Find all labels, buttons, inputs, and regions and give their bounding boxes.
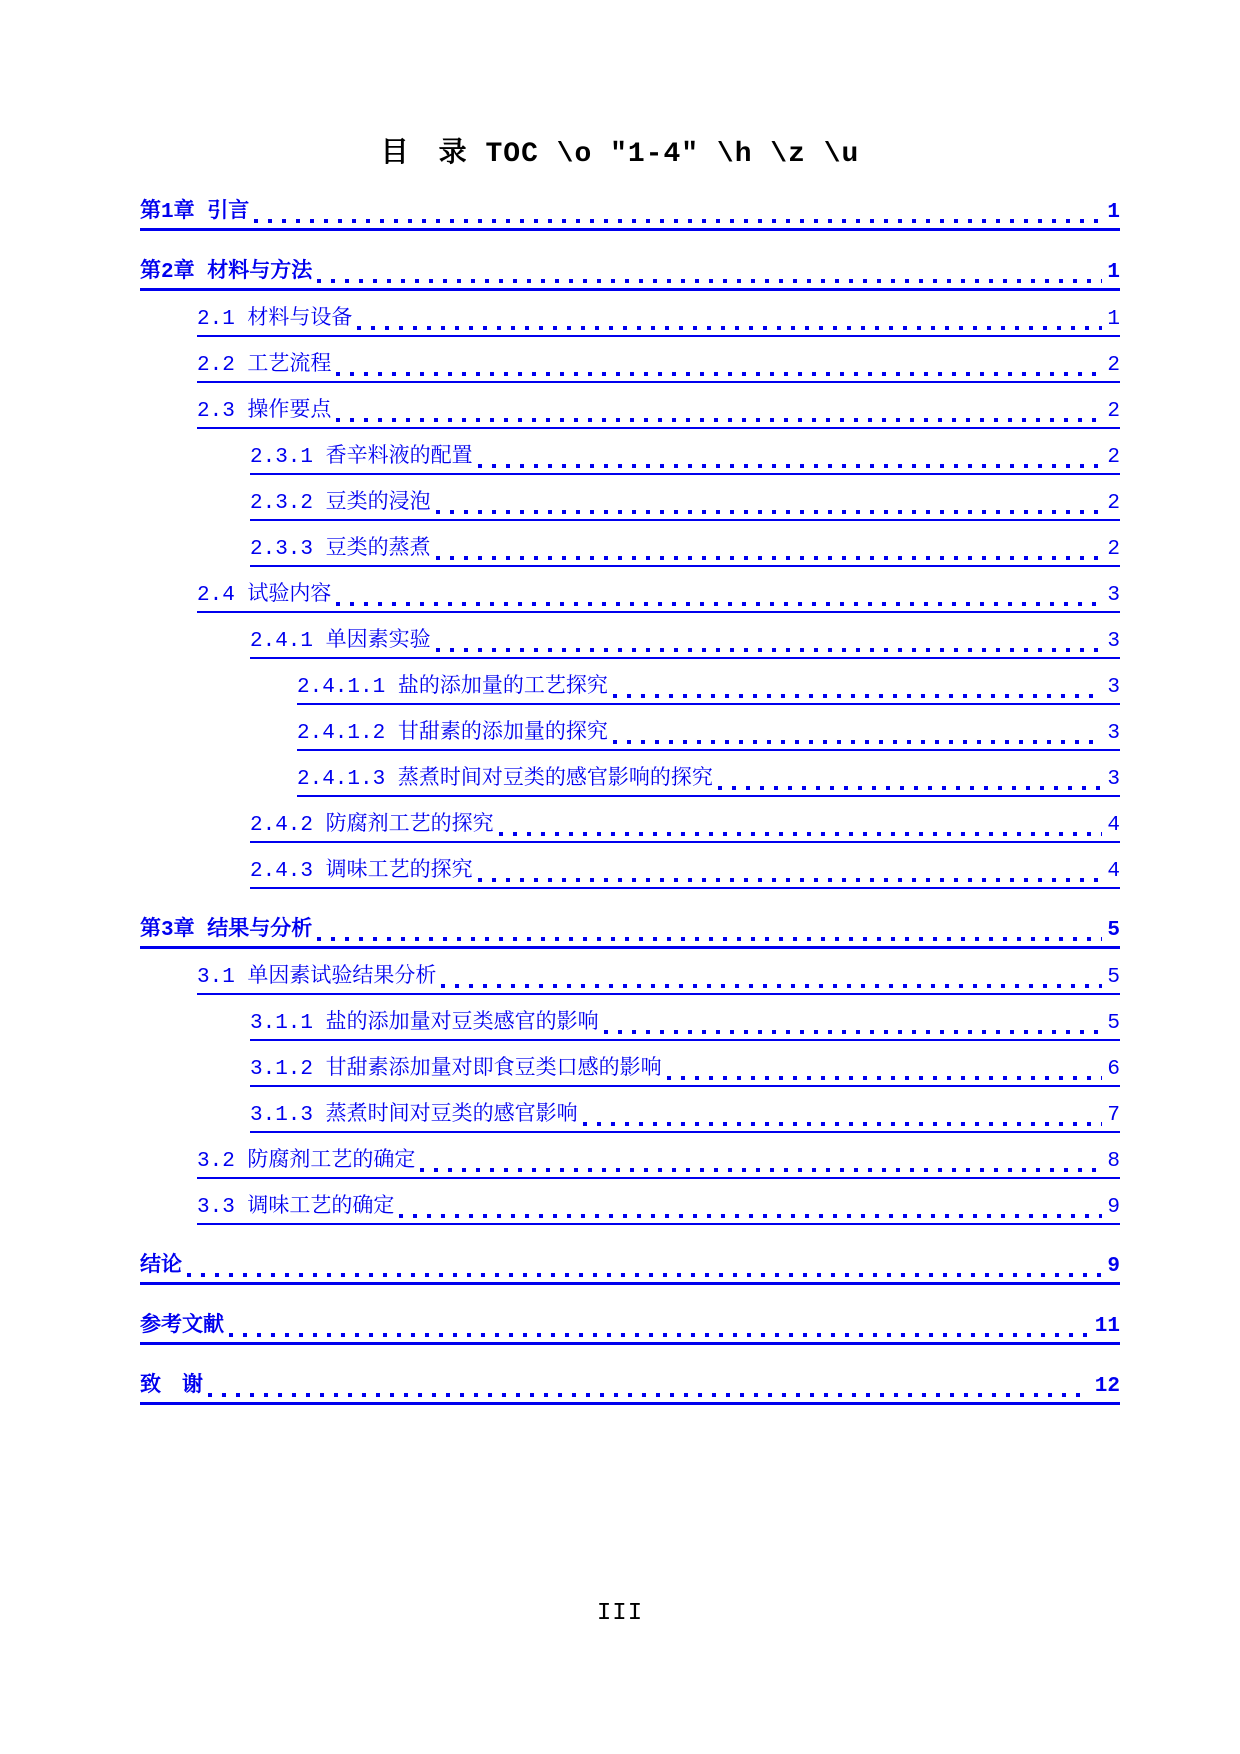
toc-entry-page: 3 — [1107, 676, 1120, 699]
toc-entry-page: 1 — [1107, 308, 1120, 331]
dotted-leader — [336, 372, 1102, 376]
toc-entry-label: 2.3.3 豆类的蒸煮 — [250, 538, 431, 561]
toc-entry[interactable] — [197, 305, 1120, 337]
toc-entry-page: 3 — [1107, 584, 1120, 607]
toc-entry-label: 3.1 单因素试验结果分析 — [197, 966, 437, 989]
toc-entry[interactable] — [250, 443, 1120, 475]
toc-entry-label: 2.3.2 豆类的浸泡 — [250, 492, 431, 515]
toc-entry[interactable] — [297, 673, 1120, 705]
dotted-leader — [436, 648, 1103, 652]
toc-entry-label: 参考文献 — [140, 1315, 224, 1338]
toc-entry[interactable] — [250, 1009, 1120, 1041]
toc-entry[interactable] — [197, 1193, 1120, 1225]
toc-entry[interactable] — [250, 627, 1120, 659]
toc-entry-label: 3.1.2 甘甜素添加量对即食豆类口感的影响 — [250, 1058, 662, 1081]
toc-entry-page: 4 — [1107, 860, 1120, 883]
toc-entry-label: 3.2 防腐剂工艺的确定 — [197, 1150, 416, 1173]
toc-entry-label: 2.2 工艺流程 — [197, 354, 332, 377]
toc-entry-page: 2 — [1107, 354, 1120, 377]
toc-entry-page: 1 — [1107, 261, 1120, 284]
dotted-leader — [613, 694, 1103, 698]
toc-entry[interactable] — [250, 1101, 1120, 1133]
dotted-leader — [420, 1168, 1102, 1172]
dotted-leader — [317, 937, 1102, 941]
toc-entry-label: 结论 — [140, 1255, 182, 1278]
toc-entry-label: 2.4.1.2 甘甜素的添加量的探究 — [297, 722, 608, 745]
toc-entry[interactable] — [197, 351, 1120, 383]
toc-entry-page: 2 — [1107, 446, 1120, 469]
toc-entry[interactable] — [250, 535, 1120, 567]
toc-entry-page: 2 — [1107, 400, 1120, 423]
dotted-leader — [208, 1393, 1090, 1397]
toc-entry[interactable] — [250, 811, 1120, 843]
toc-entry-page: 2 — [1107, 538, 1120, 561]
toc-entry-label: 3.1.3 蒸煮时间对豆类的感官影响 — [250, 1104, 578, 1127]
toc-entry-page: 5 — [1107, 919, 1120, 942]
toc-entry-page: 4 — [1107, 814, 1120, 837]
toc-entry-label: 2.4.2 防腐剂工艺的探究 — [250, 814, 494, 837]
toc-entry-page: 2 — [1107, 492, 1120, 515]
dotted-leader — [229, 1333, 1090, 1337]
toc-entry[interactable] — [297, 765, 1120, 797]
dotted-leader — [187, 1273, 1102, 1277]
dotted-leader — [604, 1030, 1103, 1034]
toc-entry-page: 3 — [1107, 768, 1120, 791]
toc-entry-page: 12 — [1094, 1375, 1120, 1398]
toc-entry[interactable] — [250, 1055, 1120, 1087]
toc-entry-label: 2.4.1.3 蒸煮时间对豆类的感官影响的探究 — [297, 768, 713, 791]
toc-entry-label: 2.3.1 香辛料液的配置 — [250, 446, 473, 469]
dotted-leader — [499, 832, 1103, 836]
toc-entry-label: 第1章 引言 — [140, 201, 250, 224]
toc-entry-label: 2.4 试验内容 — [197, 584, 332, 607]
toc-entry-label: 2.3 操作要点 — [197, 400, 332, 423]
toc-entry-label: 2.1 材料与设备 — [197, 308, 353, 331]
dotted-leader — [478, 878, 1103, 882]
toc-entry-label: 2.4.1 单因素实验 — [250, 630, 431, 653]
dotted-leader — [317, 279, 1102, 283]
toc-entry-page: 9 — [1107, 1196, 1120, 1219]
toc-entry-page: 5 — [1107, 1012, 1120, 1035]
footer-page-number: III — [596, 1600, 644, 1627]
toc-entry-label: 3.3 调味工艺的确定 — [197, 1196, 395, 1219]
toc-entry-page: 8 — [1107, 1150, 1120, 1173]
toc-entry-label: 2.4.1.1 盐的添加量的工艺探究 — [297, 676, 608, 699]
toc-entry[interactable] — [297, 719, 1120, 751]
toc-entry[interactable] — [250, 489, 1120, 521]
dotted-leader — [399, 1214, 1102, 1218]
dotted-leader — [436, 556, 1103, 560]
toc-entry-page: 3 — [1107, 722, 1120, 745]
toc-entry-page: 5 — [1107, 966, 1120, 989]
toc-entry[interactable] — [197, 1147, 1120, 1179]
toc-list — [140, 198, 1120, 1405]
dotted-leader — [336, 602, 1102, 606]
toc-entry-page: 3 — [1107, 630, 1120, 653]
dotted-leader — [436, 510, 1103, 514]
toc-entry[interactable] — [197, 963, 1120, 995]
toc-entry[interactable] — [197, 581, 1120, 613]
dotted-leader — [441, 984, 1102, 988]
toc-entry[interactable] — [140, 1252, 1120, 1285]
toc-entry-page: 1 — [1107, 201, 1120, 224]
toc-entry[interactable] — [140, 1372, 1120, 1405]
dotted-leader — [583, 1122, 1103, 1126]
toc-entry-label: 致 谢 — [140, 1375, 203, 1398]
dotted-leader — [357, 326, 1102, 330]
toc-entry-label: 3.1.1 盐的添加量对豆类感官的影响 — [250, 1012, 599, 1035]
dotted-leader — [718, 786, 1103, 790]
toc-entry[interactable] — [140, 916, 1120, 949]
toc-entry-page: 6 — [1107, 1058, 1120, 1081]
toc-entry-label: 第2章 材料与方法 — [140, 261, 313, 284]
toc-entry-page: 11 — [1094, 1315, 1120, 1338]
dotted-leader — [254, 219, 1102, 223]
dotted-leader — [478, 464, 1103, 468]
toc-entry[interactable] — [250, 857, 1120, 889]
toc-entry[interactable] — [197, 397, 1120, 429]
toc-entry[interactable] — [140, 258, 1120, 291]
dotted-leader — [667, 1076, 1103, 1080]
page-title: 目 录 TOC \o ″1-4″ \h \z \u — [380, 139, 860, 170]
toc-entry-page: 7 — [1107, 1104, 1120, 1127]
dotted-leader — [613, 740, 1103, 744]
toc-entry-label: 第3章 结果与分析 — [140, 919, 313, 942]
toc-entry-page: 9 — [1107, 1255, 1120, 1278]
dotted-leader — [336, 418, 1102, 422]
toc-entry-label: 2.4.3 调味工艺的探究 — [250, 860, 473, 883]
toc-entry[interactable] — [140, 198, 1120, 231]
toc-entry[interactable] — [140, 1312, 1120, 1345]
